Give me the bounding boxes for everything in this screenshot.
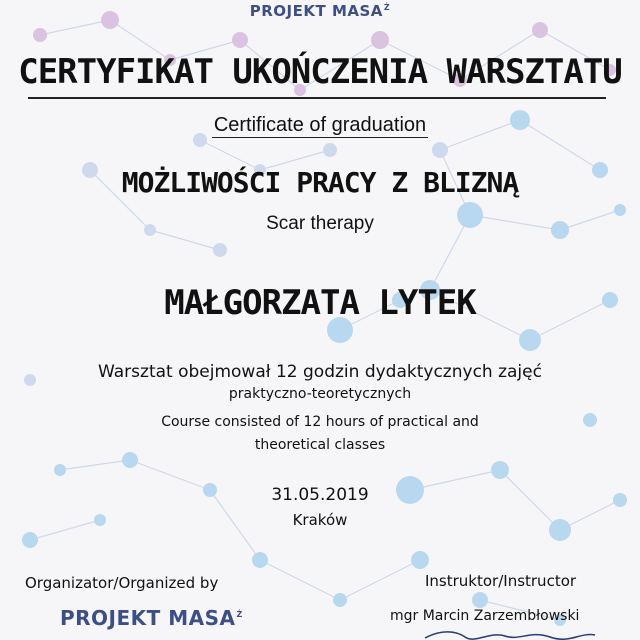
logo-sup: Ż (383, 3, 391, 12)
certificate-subtitle (0, 114, 640, 137)
certificate-title: CERTYFIKAT UKOŃCZENIA WARSZTATU (18, 52, 622, 92)
projekt-masaz-logo-top (0, 2, 640, 20)
description-pl-line-2: praktyczno-teoretycznych (228, 386, 412, 402)
projekt-masaz-logo-bottom (60, 606, 243, 630)
instructor-label: Instruktor/Instructor (425, 572, 577, 590)
instructor-name: mgr Marcin Zarzembłowski (390, 608, 580, 624)
description-pl-line-1: Warsztat obejmował 12 godzin dydaktycznych zajęć (98, 362, 542, 382)
issue-city: Kraków (292, 511, 348, 529)
workshop-title-en: Scar therapy (266, 213, 374, 234)
issue-date: 31.05.2019 (271, 485, 369, 505)
instructor-signature (420, 628, 600, 640)
recipient-name: MAŁGORZATA LYTEK (164, 283, 476, 323)
organizer-logo-text: PROJEKT MASA (60, 606, 236, 630)
workshop-title-pl: MOŻLIWOŚCI PRACY Z BLIZNĄ (121, 166, 519, 199)
certificate-subtitle-text: Certificate of graduation (213, 114, 427, 136)
organizer-logo-sup: Ż (236, 610, 243, 620)
description-en-line-1: Course consisted of 12 hours of practical and (161, 414, 479, 430)
title-underline (28, 97, 606, 99)
logo-text: PROJEKT MASA (249, 2, 383, 20)
description-en-line-2: theoretical classes (254, 437, 386, 453)
organizer-label: Organizator/Organized by (25, 574, 219, 592)
